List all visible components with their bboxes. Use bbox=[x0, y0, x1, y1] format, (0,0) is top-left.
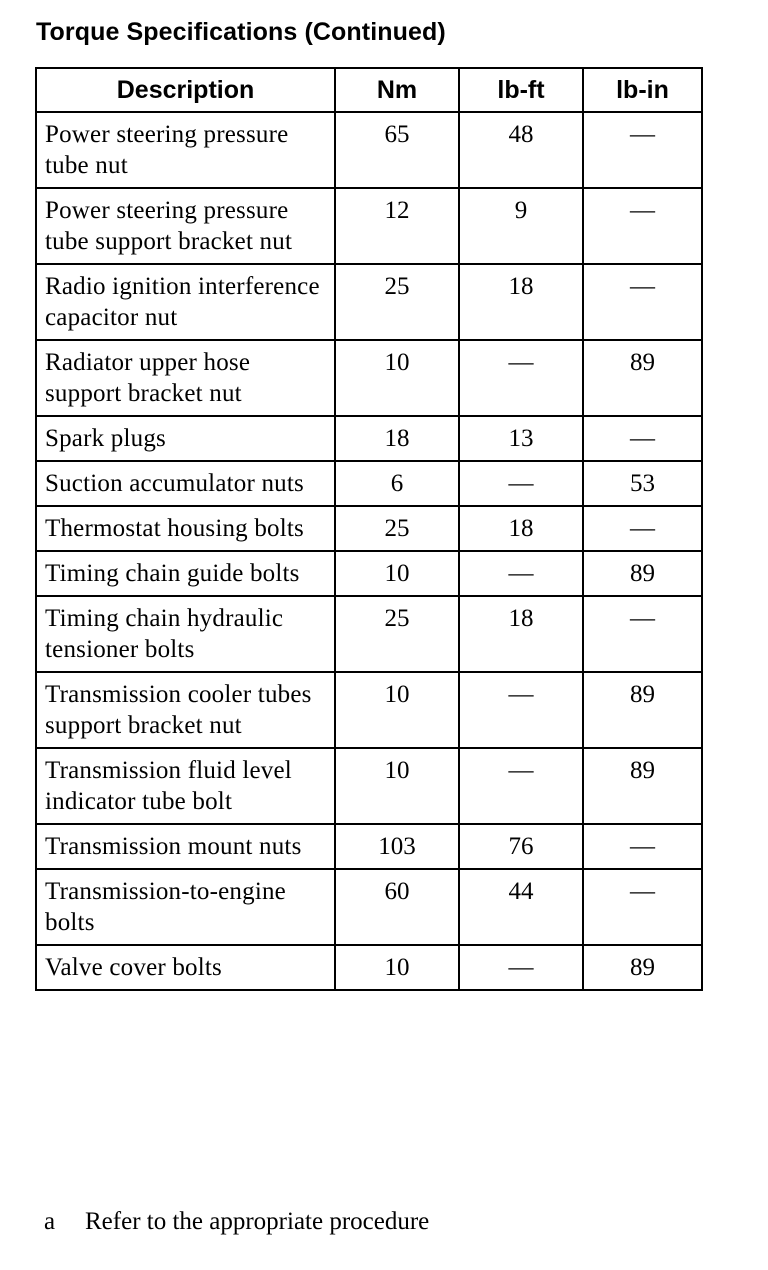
cell-description: Radio ignition interference capacitor nut bbox=[36, 264, 335, 340]
cell-lbin: — bbox=[583, 188, 702, 264]
table-row bbox=[36, 506, 702, 551]
cell-nm: 12 bbox=[335, 188, 459, 264]
header-nm: Nm bbox=[335, 68, 459, 112]
cell-description: Power steering pressure tube nut bbox=[36, 112, 335, 188]
cell-description: Transmission cooler tubes support bracket nut bbox=[36, 672, 335, 748]
table-row bbox=[36, 340, 702, 416]
cell-description: Suction accumulator nuts bbox=[36, 461, 335, 506]
table-row bbox=[36, 596, 702, 672]
cell-lbft: — bbox=[459, 945, 583, 990]
cell-lbft: 18 bbox=[459, 264, 583, 340]
cell-nm: 10 bbox=[335, 945, 459, 990]
cell-nm: 25 bbox=[335, 596, 459, 672]
cell-lbft: — bbox=[459, 551, 583, 596]
cell-description: Transmission mount nuts bbox=[36, 824, 335, 869]
cell-description: Timing chain guide bolts bbox=[36, 551, 335, 596]
header-lbin: lb-in bbox=[583, 68, 702, 112]
cell-description: Power steering pressure tube support bracket nut bbox=[36, 188, 335, 264]
cell-lbin: 89 bbox=[583, 672, 702, 748]
cell-nm: 103 bbox=[335, 824, 459, 869]
cell-lbft: — bbox=[459, 672, 583, 748]
cell-lbin: 89 bbox=[583, 748, 702, 824]
table-row bbox=[36, 112, 702, 188]
cell-description: Timing chain hydraulic tensioner bolts bbox=[36, 596, 335, 672]
table-row bbox=[36, 672, 702, 748]
cell-lbin: 89 bbox=[583, 551, 702, 596]
table-row bbox=[36, 748, 702, 824]
header-lbft: lb-ft bbox=[459, 68, 583, 112]
footnote bbox=[44, 1208, 429, 1236]
cell-lbin: — bbox=[583, 264, 702, 340]
table-row bbox=[36, 188, 702, 264]
cell-lbin: — bbox=[583, 869, 702, 945]
cell-lbin: — bbox=[583, 112, 702, 188]
cell-lbin: — bbox=[583, 506, 702, 551]
cell-lbft: 18 bbox=[459, 596, 583, 672]
table-header-row bbox=[36, 68, 702, 112]
torque-spec-table bbox=[35, 67, 703, 991]
cell-nm: 10 bbox=[335, 748, 459, 824]
cell-lbin: — bbox=[583, 416, 702, 461]
cell-lbft: — bbox=[459, 340, 583, 416]
table-row bbox=[36, 824, 702, 869]
footnote-text: Refer to the appropriate procedure bbox=[85, 1208, 430, 1235]
cell-lbft: — bbox=[459, 461, 583, 506]
table-row bbox=[36, 416, 702, 461]
cell-lbft: 44 bbox=[459, 869, 583, 945]
cell-nm: 18 bbox=[335, 416, 459, 461]
cell-description: Radiator upper hose support bracket nut bbox=[36, 340, 335, 416]
table-row bbox=[36, 461, 702, 506]
cell-nm: 60 bbox=[335, 869, 459, 945]
cell-description: Thermostat housing bolts bbox=[36, 506, 335, 551]
cell-lbft: — bbox=[459, 748, 583, 824]
header-description: Description bbox=[36, 68, 335, 112]
cell-lbin: — bbox=[583, 596, 702, 672]
cell-nm: 10 bbox=[335, 672, 459, 748]
table-row bbox=[36, 551, 702, 596]
cell-lbft: 48 bbox=[459, 112, 583, 188]
cell-lbin: — bbox=[583, 824, 702, 869]
table-row bbox=[36, 945, 702, 990]
cell-description: Transmission-to-engine bolts bbox=[36, 869, 335, 945]
cell-description: Spark plugs bbox=[36, 416, 335, 461]
page-title: Torque Specifications (Continued) bbox=[36, 18, 446, 46]
table-row bbox=[36, 264, 702, 340]
cell-lbin: 53 bbox=[583, 461, 702, 506]
cell-lbin: 89 bbox=[583, 340, 702, 416]
cell-nm: 25 bbox=[335, 506, 459, 551]
cell-lbft: 18 bbox=[459, 506, 583, 551]
cell-nm: 25 bbox=[335, 264, 459, 340]
cell-nm: 10 bbox=[335, 551, 459, 596]
cell-lbft: 9 bbox=[459, 188, 583, 264]
cell-nm: 65 bbox=[335, 112, 459, 188]
cell-description: Transmission fluid level indicator tube bolt bbox=[36, 748, 335, 824]
cell-lbin: 89 bbox=[583, 945, 702, 990]
table-row bbox=[36, 869, 702, 945]
cell-nm: 10 bbox=[335, 340, 459, 416]
cell-lbft: 13 bbox=[459, 416, 583, 461]
cell-lbft: 76 bbox=[459, 824, 583, 869]
cell-nm: 6 bbox=[335, 461, 459, 506]
table-body bbox=[36, 112, 702, 990]
footnote-marker: a bbox=[44, 1208, 56, 1235]
cell-description: Valve cover bolts bbox=[36, 945, 335, 990]
